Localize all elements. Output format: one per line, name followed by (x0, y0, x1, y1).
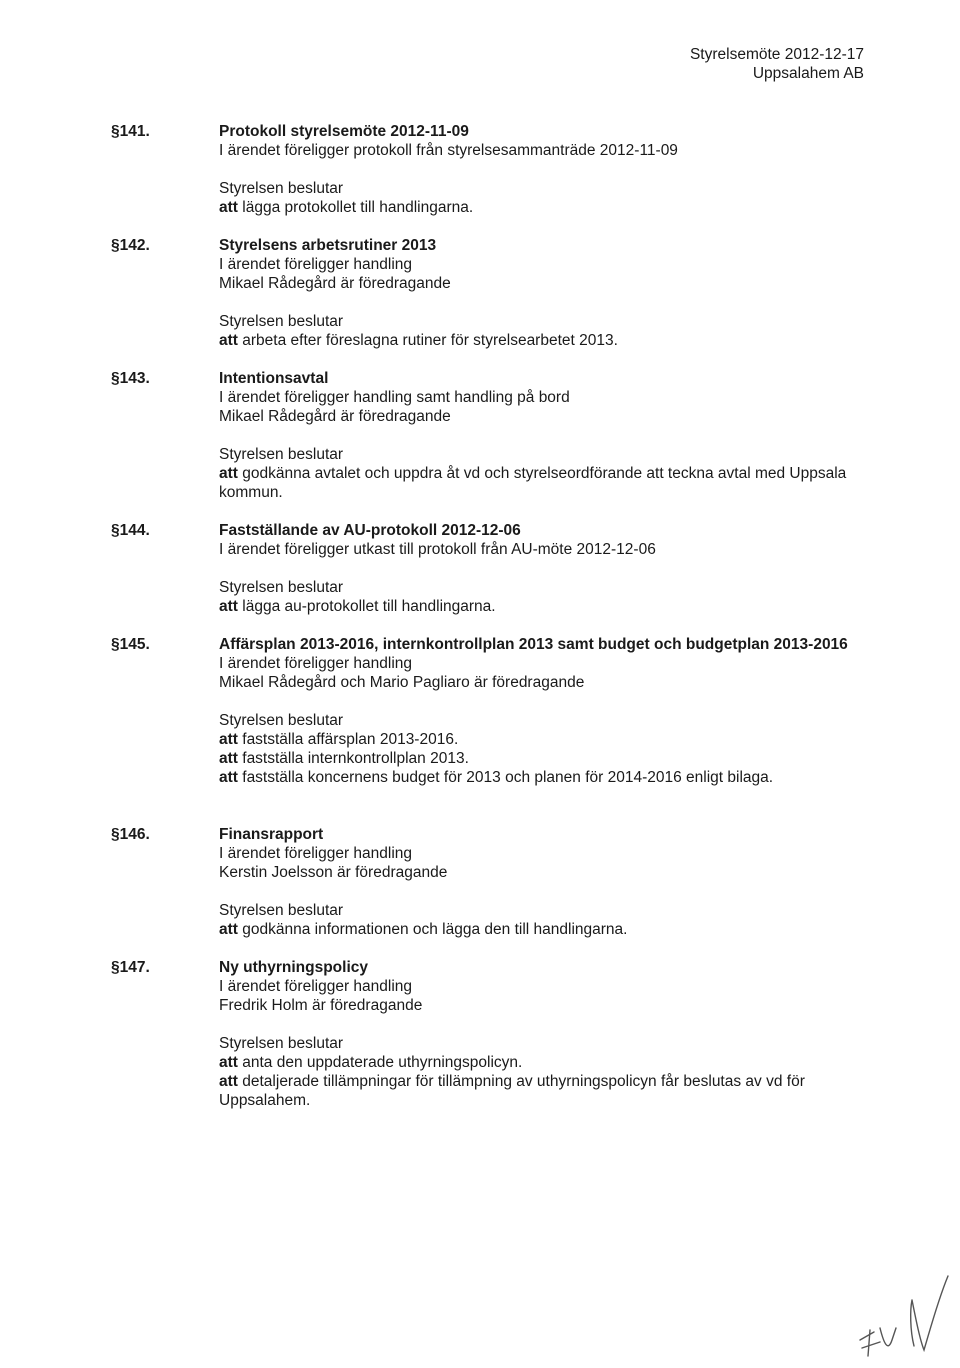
section-body (219, 825, 871, 939)
decision-line (219, 730, 871, 749)
decision-text: godkänna avtalet och uppdra åt vd och styrelseordförande att teckna avtal med Uppsala kommun. (219, 465, 847, 501)
decision-line (219, 198, 871, 217)
decision-line (219, 749, 871, 768)
decision-keyword: att (219, 332, 238, 349)
decision-line (219, 597, 871, 616)
section-body (219, 369, 871, 502)
section-body (219, 521, 871, 616)
minutes-section (111, 825, 871, 939)
spacer (219, 293, 871, 312)
decision-text: lägga au-protokollet till handlingarna. (237, 598, 496, 615)
decision-heading: Styrelsen beslutar (219, 712, 344, 729)
document-header (690, 45, 864, 83)
decision-keyword: att (219, 921, 238, 938)
decision-keyword: att (219, 199, 238, 216)
decision-heading: Styrelsen beslutar (219, 902, 344, 919)
section-title: Intentionsavtal (219, 370, 329, 387)
decision-text: godkänna informationen och lägga den till handlingarna. (237, 921, 628, 938)
decision-text: detaljerade tillämpningar för tillämpning av uthyrningspolicyn får beslutas av vd för Uppsalahem. (219, 1073, 805, 1109)
decision-keyword: att (219, 769, 238, 786)
section-number: §146. (111, 826, 150, 843)
decision-line (219, 920, 871, 939)
section-number: §143. (111, 370, 150, 387)
decision-keyword: att (219, 465, 238, 482)
decision-keyword: att (219, 1073, 238, 1090)
decision-keyword: att (219, 731, 238, 748)
decision-heading: Styrelsen beslutar (219, 180, 344, 197)
section-body (219, 236, 871, 350)
decision-keyword: att (219, 598, 238, 615)
section-number: §147. (111, 959, 150, 976)
section-title: Protokoll styrelsemöte 2012-11-09 (219, 123, 469, 140)
section-number: §145. (111, 636, 150, 653)
section-info-line: Mikael Rådegård och Mario Pagliaro är föredragande (219, 674, 585, 691)
minutes-section (111, 369, 871, 502)
section-number: §142. (111, 237, 150, 254)
decision-heading: Styrelsen beslutar (219, 313, 344, 330)
minutes-section (111, 635, 871, 787)
minutes-section (111, 521, 871, 616)
section-info-line: Fredrik Holm är föredragande (219, 997, 423, 1014)
section-info-line: I ärendet föreligger utkast till protokoll från AU-möte 2012-12-06 (219, 541, 656, 558)
spacer (219, 426, 871, 445)
minutes-section (111, 122, 871, 217)
section-info-line: Mikael Rådegård är föredragande (219, 408, 451, 425)
decision-text: lägga protokollet till handlingarna. (237, 199, 474, 216)
section-body (219, 958, 871, 1110)
section-title: Finansrapport (219, 826, 324, 843)
decision-text: arbeta efter föreslagna rutiner för styrelsearbetet 2013. (237, 332, 618, 349)
section-info-line: I ärendet föreligger handling (219, 845, 413, 862)
section-title: Styrelsens arbetsrutiner 2013 (219, 237, 437, 254)
decision-keyword: att (219, 1054, 238, 1071)
meeting-date: Styrelsemöte 2012-12-17 (689, 46, 864, 63)
decision-text: fastställa affärsplan 2013-2016. (237, 731, 459, 748)
decision-line (219, 1072, 871, 1110)
decision-text: fastställa koncernens budget för 2013 och planen för 2014-2016 enligt bilaga. (237, 769, 774, 786)
spacer (219, 559, 871, 578)
spacer (219, 160, 871, 179)
decision-keyword: att (219, 750, 238, 767)
section-info-line: Mikael Rådegård är föredragande (219, 275, 451, 292)
section-title: Affärsplan 2013-2016, internkontrollplan 2013 samt budget och budgetplan 2013-2016 (219, 636, 848, 653)
section-number: §144. (111, 522, 150, 539)
spacer (219, 882, 871, 901)
handwritten-initials-icon (840, 1270, 960, 1360)
section-info-line: Kerstin Joelsson är föredragande (219, 864, 448, 881)
section-info-line: I ärendet föreligger handling samt handling på bord (219, 389, 570, 406)
section-body (219, 635, 871, 787)
spacer (219, 1015, 871, 1034)
section-title: Ny uthyrningspolicy (219, 959, 368, 976)
decision-text: fastställa internkontrollplan 2013. (237, 750, 469, 767)
decision-line (219, 331, 871, 350)
minutes-section (111, 236, 871, 350)
decision-line (219, 1053, 871, 1072)
decision-heading: Styrelsen beslutar (219, 446, 344, 463)
section-info-line: I ärendet föreligger handling (219, 978, 413, 995)
minutes-section (111, 958, 871, 1110)
spacer (219, 692, 871, 711)
section-title: Fastställande av AU-protokoll 2012-12-06 (219, 522, 521, 539)
section-info-line: I ärendet föreligger handling (219, 256, 413, 273)
decision-heading: Styrelsen beslutar (219, 579, 344, 596)
section-info-line: I ärendet föreligger protokoll från styrelsesammanträde 2012-11-09 (219, 142, 678, 159)
decision-line (219, 464, 871, 502)
section-body (219, 122, 871, 217)
section-number: §141. (111, 123, 150, 140)
decision-heading: Styrelsen beslutar (219, 1035, 344, 1052)
section-info-line: I ärendet föreligger handling (219, 655, 413, 672)
company-name: Uppsalahem AB (752, 65, 864, 82)
decision-text: anta den uppdaterade uthyrningspolicyn. (237, 1054, 523, 1071)
decision-line (219, 768, 871, 787)
